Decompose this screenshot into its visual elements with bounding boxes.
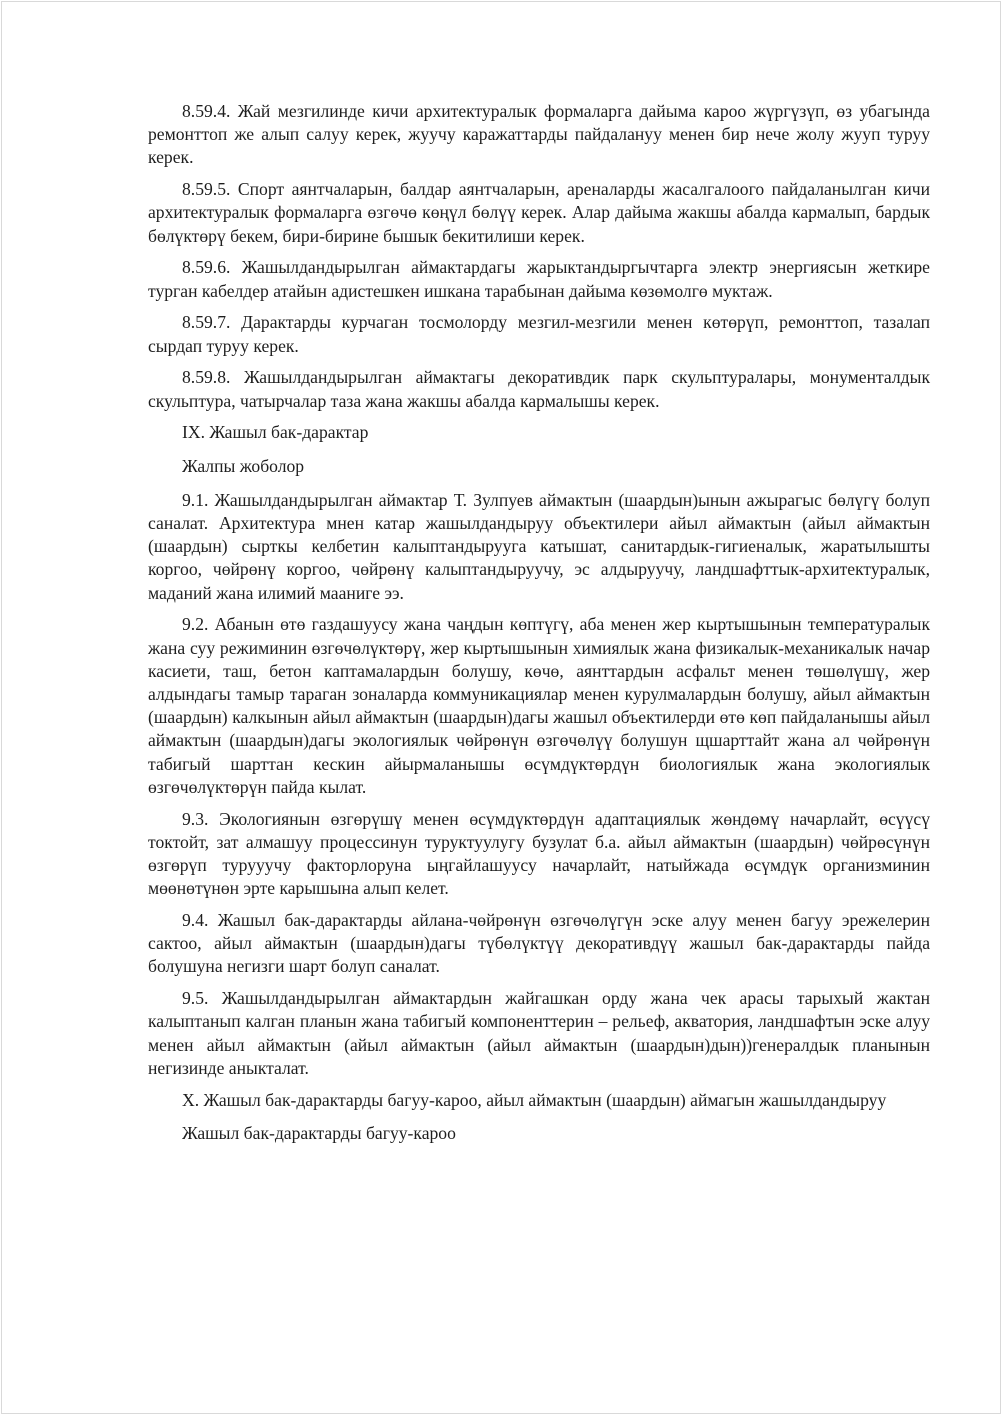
paragraph-9-3: 9.3. Экологиянын өзгөрүшү менен өсүмдүктөрдүн адаптациялык жөндөмү начарлайт, өсүүсү токтойт, зат алмашуу процессинун туруктуулугу бузулат б.а. айыл аймактын (шаардын) чөйрөсүнүн өзгөрүп турууучу факторлоруна ыңгайлашуусу начарлайт, натыйжада өсүмдүк организминин мөөнөтүнөн эрте карышына алып келет. (148, 808, 930, 899)
paragraph-9-2: 9.2. Абанын өтө газдашуусу жана чаңдын көптүгү, аба менен жер кыртышынын температуралык жана суу режиминин өзгөчөлүктөрү, жер кыртышынын химиялык жана физикалык-механикалык начар касиети, таш, бетон каптамалардын болушу, көчө, аянттардын асфальт менен төшөлүшү, жер алдындагы тамыр тараган зоналарда коммуникациялар менен курулмалардын болушу, айыл аймактын (шаардын) калкынын айыл аймактын (шаардын)дагы жашыл объектилерди өтө көп пайдаланышы айыл аймактын (шаардын)дагы экологиялык чөйрөнүн өзгөчөлүү болушун щшарттайт жана ал чөйрөнүн табигый шарттан кескин айырмаланышы өсүмдүктөрдүн биологиялык жана экологиялык өзгөчөлүктөрүн пайда кылат. (148, 614, 930, 797)
section-heading-ix: IX. Жашыл бак-дарактар (182, 422, 369, 443)
paragraph-9-1: 9.1. Жашылдандырылган аймактар Т. Зулпуев аймактын (шаардын)ынын ажырагыс бөлүгү болуп саналат. Архитектура мнен катар жашылдандыруу объектилери айыл аймактын (айыл аймактын (шаардын) сырткы келбетин калыптандырууга катышат, санитардык-гигиеналык, жаратылышты коргоо, чөйрөнү коргоо, чөйрөнү калыптандыруучу, эс алдыруучу, ландшафттык-архитектуралык, маданий жана илимий мааниге ээ. (148, 489, 930, 603)
document-page (1, 1, 1001, 1414)
paragraph-8-59-7: 8.59.7. Дарактарды курчаган тосмолорду мезгил-мезгили менен көтөрүп, ремонттоп, тазалап сырдап туруу керек. (148, 312, 930, 356)
paragraph-8-59-6: 8.59.6. Жашылдандырылган аймактардагы жарыктандыргычтарга электр энергиясын жеткире турган кабелдер атайын адистешкен ишкана тарабынан дайыма көзөмолгө муктаж. (148, 257, 930, 301)
subsection-heading-general: Жалпы жоболор (182, 456, 305, 477)
paragraph-8-59-4: 8.59.4. Жай мезгилинде кичи архитектуралык формаларга дайыма кароо жүргүзүп, өз убагында ремонттоп же алып салуу керек, жуучу каражаттарды пайдалануу менен бир нече жолу жууп туруу керек. (148, 101, 930, 168)
section-heading-x: X. Жашыл бак-дарактарды багуу-кароо, айыл аймактын (шаардын) аймагын жашылдандыруу (182, 1089, 887, 1110)
subsection-heading-care: Жашыл бак-дарактарды багуу-кароо (182, 1123, 456, 1144)
paragraph-9-5: 9.5. Жашылдандырылган аймактардын жайгашкан орду жана чек арасы тарыхый жактан калыптанып калган планын жана табигый компоненттерин – рельеф, акватория, ландшафтын эске алуу менен айыл аймактын (айыл аймактын (айыл аймактын (шаардын)дын))генералдык планынын негизинде аныкталат. (148, 988, 930, 1078)
paragraph-8-59-5: 8.59.5. Спорт аянтчаларын, балдар аянтчаларын, ареналарды жасалгалоого пайдаланылган кичи архитектуралык формаларга өзгөчө көңүл бөлүү керек. Алар дайыма жакшы абалда кармалып, бардык бөлүктөрү бекем, бири-бирине бышык бекитилиши керек. (148, 179, 930, 246)
paragraph-9-4: 9.4. Жашыл бак-дарактарды айлана-чөйрөнүн өзгөчөлүгүн эске алуу менен багуу эрежелерин сактоо, айыл аймактын (шаардын)дагы түбөлүктүү декоративдүү жашыл бак-дарактарды пайда болушуна негизги шарт болуп саналат. (148, 910, 930, 977)
paragraph-8-59-8: 8.59.8. Жашылдандырылган аймактагы декоративдик парк скульптуралары, монументалдык скульптура, чатырчалар таза жана жакшы абалда кармалышы керек. (148, 367, 930, 411)
document-body (148, 100, 930, 1156)
